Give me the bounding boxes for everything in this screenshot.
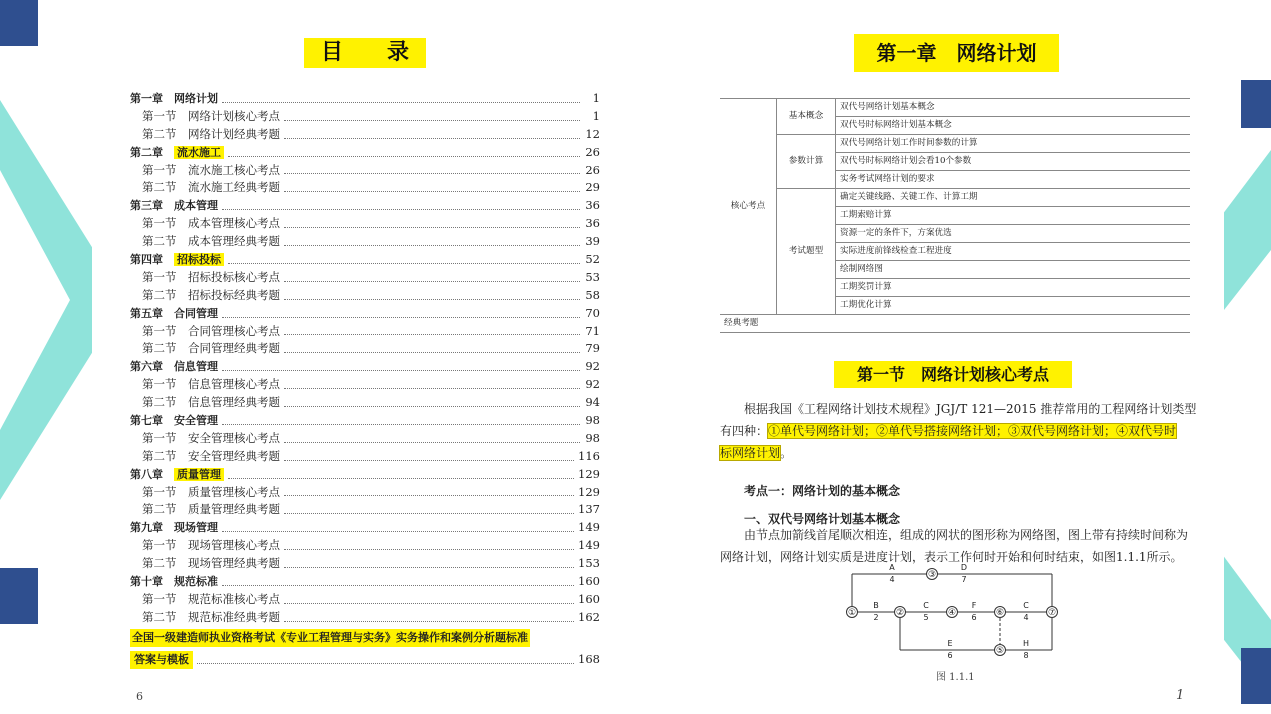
toc-chapter-entry[interactable] — [130, 412, 600, 430]
toc-leader-dots — [284, 376, 580, 389]
toc-entry-title: 第一章 网络计划 — [130, 92, 218, 105]
chapter-title: 第一章 网络计划 — [854, 34, 1059, 72]
table-of-contents — [130, 90, 600, 669]
toc-chapter-entry[interactable] — [130, 251, 600, 269]
toc-entry-title: 第六章 信息管理 — [130, 360, 218, 374]
toc-leader-dots — [222, 519, 574, 532]
toc-section-entry[interactable] — [130, 376, 600, 394]
toc-page-number: 29 — [585, 180, 600, 195]
toc-page-number: 94 — [585, 395, 600, 410]
toc-final-title: 全国一级建造师执业资格考试《专业工程管理与实务》实务操作和案例分析题标准 — [130, 629, 530, 647]
section-title: 第一节 网络计划核心考点 — [834, 361, 1072, 388]
toc-page-number: 116 — [578, 448, 600, 463]
activity-duration: 4 — [1023, 613, 1029, 622]
toc-section-entry[interactable] — [130, 162, 600, 180]
toc-page-number: 71 — [585, 323, 600, 338]
toc-page-number: 137 — [578, 502, 600, 517]
toc-section-entry[interactable] — [130, 537, 600, 555]
key-point-row — [720, 135, 1190, 153]
key-point-row — [720, 99, 1190, 117]
toc-leader-dots — [284, 287, 580, 300]
toc-leader-dots — [222, 90, 580, 103]
toc-chapter-entry[interactable] — [130, 358, 600, 376]
toc-page-number: 160 — [578, 591, 600, 606]
toc-section-entry[interactable] — [130, 179, 600, 197]
key-point-item: 确定关键线路、关键工作、计算工期 — [836, 189, 1191, 207]
toc-entry-title: 第七章 安全管理 — [130, 414, 218, 428]
toc-leader-dots — [284, 555, 574, 568]
group-label: 基本概念 — [777, 99, 836, 135]
toc-page-number: 26 — [585, 144, 600, 159]
toc-leader-dots — [222, 573, 574, 586]
toc-entry-title: 第二节 流水施工经典考题 — [142, 180, 280, 195]
toc-section-entry[interactable] — [130, 108, 600, 126]
toc-leader-dots — [284, 233, 580, 246]
group-label: 考试题型 — [777, 189, 836, 315]
toc-page-number: 160 — [578, 574, 600, 589]
activity-duration: 6 — [947, 651, 953, 660]
toc-leader-dots — [228, 251, 580, 264]
key-point-item: 双代号时标网络计划基本概念 — [836, 117, 1191, 135]
toc-highlight: 质量管理 — [174, 468, 224, 481]
toc-page-number: 92 — [585, 359, 600, 374]
key-point-item: 工期优化计算 — [836, 297, 1191, 315]
toc-entry-title: 第二节 合同管理经典考题 — [142, 341, 280, 356]
navy-square-bottom-right — [1241, 648, 1271, 704]
key-points-table — [720, 98, 1190, 333]
toc-leader-dots — [284, 448, 574, 461]
toc-leader-dots — [284, 179, 580, 192]
group-label: 参数计算 — [777, 135, 836, 189]
paragraph-2-line-2: 网络计划，网络计划实质是进度计划，表示工作何时开始和何时结束，如图1.1.1所示。 — [720, 550, 1183, 564]
toc-entry-title: 第二节 成本管理经典考题 — [142, 234, 280, 249]
toc-leader-dots — [284, 394, 580, 407]
network-diagram — [844, 562, 1074, 662]
toc-entry-title: 第一节 合同管理核心考点 — [142, 323, 280, 338]
toc-page-number: 98 — [585, 430, 600, 445]
network-node-label: ④ — [947, 608, 957, 618]
toc-section-entry[interactable] — [130, 340, 600, 358]
toc-page-number: 79 — [585, 341, 600, 356]
toc-section-entry[interactable] — [130, 555, 600, 573]
key-point-item: 实际进度前锋线检查工程进度 — [836, 243, 1191, 261]
highlight-plan-types: ①单代号网络计划；②单代号搭接网络计划；③双代号网络计划；④双代号时 — [768, 424, 1177, 438]
navy-square-top-left — [0, 0, 38, 46]
toc-leader-dots — [228, 144, 580, 157]
toc-final-title-cont: 答案与模板 — [130, 651, 193, 669]
activity-name: A — [889, 563, 895, 572]
activity-duration: 5 — [923, 613, 929, 622]
toc-page-number: 39 — [585, 234, 600, 249]
figure-caption: 图 1.1.1 — [936, 672, 975, 683]
toc-section-entry[interactable] — [130, 323, 600, 341]
key-point-item: 资源一定的条件下，方案优选 — [836, 225, 1191, 243]
toc-entry-title: 第五章 合同管理 — [130, 306, 218, 320]
paragraph-2-line-1: 由节点加箭线首尾顺次相连，组成的网状的图形称为网络图，图上带有持续时间称为 — [744, 528, 1189, 542]
toc-page-number: 149 — [578, 520, 600, 535]
toc-highlight: 流水施工 — [174, 146, 224, 159]
toc-page-number: 149 — [578, 538, 600, 553]
paragraph-1-line-1: 根据我国《工程网络计划技术规程》JGJ/T 121—2015 推荐常用的工程网络计划类型 — [744, 402, 1197, 416]
toc-section-entry[interactable] — [130, 591, 600, 609]
navy-square-bottom-left — [0, 568, 38, 624]
toc-chapter-entry[interactable] — [130, 197, 600, 215]
toc-entry-title: 第一节 规范标准核心考点 — [142, 591, 280, 606]
toc-section-entry[interactable] — [130, 501, 600, 519]
toc-leader-dots — [222, 305, 580, 318]
toc-leader-dots — [284, 430, 580, 443]
toc-entry-title: 第一节 质量管理核心考点 — [142, 484, 280, 499]
toc-entry-title: 第一节 招标投标核心考点 — [142, 269, 280, 284]
toc-page-number: 26 — [585, 162, 600, 177]
network-node-label: ③ — [927, 570, 937, 580]
toc-chapter-entry[interactable] — [130, 144, 600, 162]
toc-leader-dots — [284, 537, 574, 550]
key-point-item: 绘制网络图 — [836, 261, 1191, 279]
toc-page-number: 1 — [592, 91, 600, 105]
network-node-label: ① — [847, 608, 857, 618]
toc-entry-title: 第一节 安全管理核心考点 — [142, 430, 280, 445]
toc-leader-dots — [284, 591, 574, 604]
network-node-label: ⑥ — [995, 608, 1005, 618]
toc-entry-title: 第十章 规范标准 — [130, 575, 218, 589]
toc-entry-title: 第二节 质量管理经典考题 — [142, 502, 280, 517]
toc-leader-dots — [284, 126, 580, 139]
core-points-label: 核心考点 — [720, 99, 777, 315]
toc-entry-title: 第一节 网络计划核心考点 — [142, 108, 280, 123]
toc-entry-title: 第三章 成本管理 — [130, 199, 218, 213]
toc-page-number: 92 — [585, 377, 600, 392]
toc-title: 目 录 — [304, 38, 426, 68]
toc-entry-title: 第二章 流水施工 — [130, 144, 224, 162]
heading-double-code-concept: 一、双代号网络计划基本概念 — [744, 512, 901, 526]
key-point-item: 双代号时标网络计划会看10个参数 — [836, 153, 1191, 171]
toc-highlight: 招标投标 — [174, 253, 224, 266]
key-point-item: 工期奖罚计算 — [836, 279, 1191, 297]
activity-duration: 2 — [873, 613, 879, 622]
toc-entry-title: 第二节 安全管理经典考题 — [142, 448, 280, 463]
toc-entry-title: 第一节 流水施工核心考点 — [142, 162, 280, 177]
toc-page-number: 12 — [585, 126, 600, 141]
toc-section-entry[interactable] — [130, 394, 600, 412]
toc-leader-dots — [284, 323, 580, 336]
toc-page-number: 98 — [585, 413, 600, 428]
toc-chapter-entry[interactable] — [130, 519, 600, 537]
toc-page-number: 70 — [585, 305, 600, 320]
paragraph-1-line-3: 标网络计划。 — [720, 446, 793, 460]
toc-page-number: 53 — [585, 269, 600, 284]
toc-page-number: 36 — [585, 216, 600, 231]
key-point-item: 工期索赔计算 — [836, 207, 1191, 225]
toc-entry-title: 第二节 招标投标经典考题 — [142, 287, 280, 302]
activity-name: C — [923, 601, 929, 610]
chapter-page — [664, 0, 1224, 714]
toc-leader-dots — [284, 162, 580, 175]
activity-duration: 4 — [889, 575, 895, 584]
activity-name: D — [960, 563, 968, 572]
toc-leader-dots — [284, 609, 574, 622]
toc-entry-title: 第二节 现场管理经典考题 — [142, 556, 280, 571]
activity-duration: 6 — [971, 613, 977, 622]
toc-section-entry[interactable] — [130, 609, 600, 627]
classic-questions-row — [720, 315, 1190, 333]
toc-section-entry[interactable] — [130, 233, 600, 251]
toc-page-number: 168 — [578, 651, 600, 666]
toc-entry-title: 第八章 质量管理 — [130, 466, 224, 484]
toc-entry-title: 第一节 信息管理核心考点 — [142, 377, 280, 392]
toc-chapter-entry[interactable] — [130, 466, 600, 484]
activity-duration: 8 — [1023, 651, 1029, 660]
toc-section-entry[interactable] — [130, 126, 600, 144]
toc-page-number: 129 — [578, 484, 600, 499]
key-point-item: 实务考试网络计划的要求 — [836, 171, 1191, 189]
toc-leader-dots — [284, 269, 580, 282]
activity-duration: 7 — [961, 575, 967, 584]
page-number-right: 1 — [1176, 688, 1185, 703]
page-number-left: 6 — [136, 690, 143, 703]
network-node-label: ⑤ — [995, 646, 1005, 656]
toc-page-number: 1 — [592, 108, 600, 123]
toc-section-entry[interactable] — [130, 215, 600, 233]
paragraph-1-line-2: 有四种：①单代号网络计划；②单代号搭接网络计划；③双代号网络计划；④双代号时 — [720, 424, 1177, 438]
activity-name: H — [1022, 639, 1030, 648]
toc-leader-dots — [284, 215, 580, 228]
classic-questions-label: 经典考题 — [720, 315, 1190, 333]
toc-entry-title: 第二节 规范标准经典考题 — [142, 609, 280, 624]
activity-name: F — [971, 601, 977, 610]
toc-leader-dots — [284, 484, 574, 497]
toc-page-number: 162 — [578, 609, 600, 624]
activity-name: E — [947, 639, 953, 648]
toc-leader-dots — [284, 340, 580, 353]
toc-leader-dots — [228, 466, 574, 479]
toc-leader-dots — [197, 651, 574, 664]
toc-page-number: 52 — [585, 252, 600, 267]
toc-page-number: 36 — [585, 198, 600, 213]
toc-page-number: 153 — [578, 556, 600, 571]
toc-chapter-entry[interactable] — [130, 305, 600, 323]
toc-section-entry[interactable] — [130, 287, 600, 305]
toc-section-entry[interactable] — [130, 269, 600, 287]
toc-section-entry[interactable] — [130, 484, 600, 502]
navy-square-top-right — [1241, 80, 1271, 128]
toc-leader-dots — [284, 501, 574, 514]
toc-entry-title: 第一节 成本管理核心考点 — [142, 216, 280, 231]
toc-chapter-entry[interactable] — [130, 90, 600, 108]
paragraph-1 — [720, 398, 1200, 464]
key-point-item: 双代号网络计划工作时间参数的计算 — [836, 135, 1191, 153]
toc-entry-title: 第二节 网络计划经典考题 — [142, 126, 280, 141]
activity-name: C — [1023, 601, 1029, 610]
toc-entry-title: 第二节 信息管理经典考题 — [142, 395, 280, 410]
toc-page-number: 58 — [585, 287, 600, 302]
toc-final-entry-line-2[interactable] — [130, 651, 600, 669]
toc-section-entry[interactable] — [130, 448, 600, 466]
toc-chapter-entry[interactable] — [130, 573, 600, 591]
network-node-label: ② — [895, 608, 905, 618]
key-point-item: 双代号网络计划基本概念 — [836, 99, 1191, 117]
toc-leader-dots — [222, 412, 580, 425]
toc-leader-dots — [222, 197, 580, 210]
network-node-label: ⑦ — [1047, 608, 1057, 618]
highlight-plan-types-cont: 标网络计划 — [720, 446, 781, 460]
toc-page — [92, 0, 658, 714]
toc-entry-title: 第四章 招标投标 — [130, 251, 224, 269]
toc-entry-title: 第九章 现场管理 — [130, 521, 218, 535]
toc-leader-dots — [222, 358, 580, 371]
toc-section-entry[interactable] — [130, 430, 600, 448]
toc-final-entry-line-1[interactable] — [130, 629, 600, 647]
heading-key-point-1: 考点一：网络计划的基本概念 — [744, 484, 901, 498]
toc-page-number: 129 — [578, 466, 600, 481]
key-point-row — [720, 189, 1190, 207]
toc-leader-dots — [284, 108, 580, 121]
toc-entry-title: 第一节 现场管理核心考点 — [142, 538, 280, 553]
activity-name: B — [873, 601, 879, 610]
